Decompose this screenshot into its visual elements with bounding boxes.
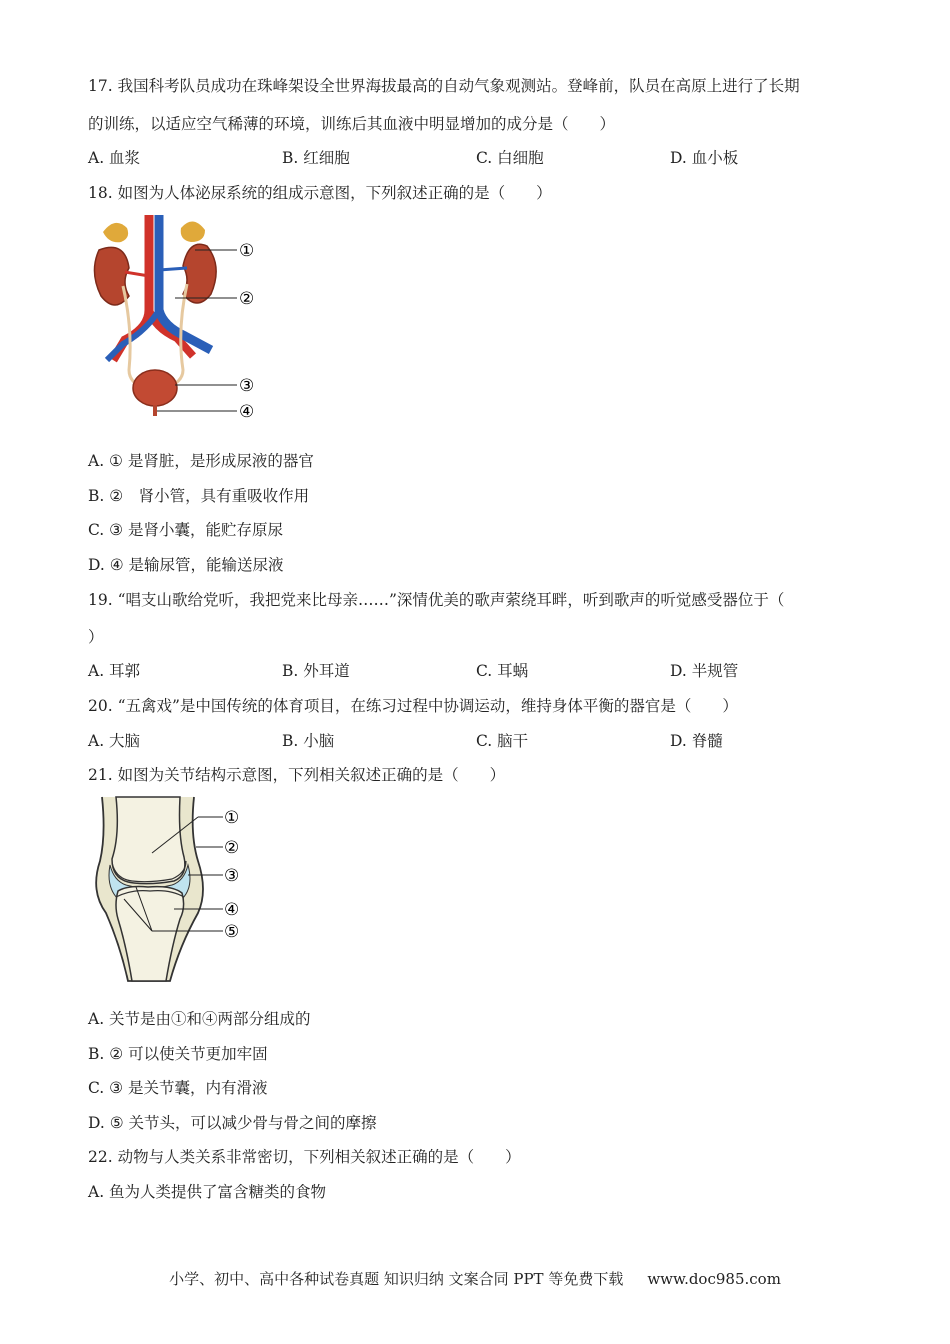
q19-option-b[interactable]: B. 外耳道 [282, 662, 350, 680]
q22-option-a[interactable]: A. 鱼为人类提供了富含糖类的食物 [88, 1183, 327, 1201]
q18-option-b[interactable]: B. ② 肾小管，具有重吸收作用 [88, 487, 310, 505]
q18-stem: 18. 如图为人体泌尿系统的组成示意图，下列叙述正确的是（ ） [88, 184, 552, 202]
q21-option-a[interactable]: A. 关节是由①和④两部分组成的 [88, 1010, 311, 1028]
q19-stem-line2: ） [88, 628, 104, 646]
q22-stem: 22. 动物与人类关系非常密切，下列相关叙述正确的是（ ） [88, 1148, 521, 1166]
label-4: ④ [239, 402, 255, 422]
kidney-right [183, 244, 216, 303]
bladder [133, 370, 177, 406]
q19-stem-line1: 19. “唱支山歌给党听，我把党来比母亲……”深情优美的歌声萦绕耳畔，听到歌声的听觉感受器位于（ [88, 591, 785, 609]
label-2: ② [224, 838, 240, 858]
label-2: ② [239, 289, 255, 309]
q18-option-c[interactable]: C. ③ 是肾小囊，能贮存原尿 [88, 521, 283, 539]
label-1: ① [239, 241, 255, 261]
label-5: ⑤ [224, 922, 240, 942]
q17-option-b[interactable]: B. 红细胞 [282, 149, 350, 167]
q20-option-b[interactable]: B. 小脑 [282, 732, 335, 750]
q17-stem-line1: 17. 我国科考队员成功在珠峰架设全世界海拔最高的自动气象观测站。登峰前，队员在高原上进行了长期 [88, 77, 800, 95]
adrenal-gland-right [181, 221, 205, 242]
q17-option-d[interactable]: D. 血小板 [670, 149, 739, 167]
urinary-system-figure [85, 210, 275, 425]
footer-url[interactable]: www.doc985.com [647, 1270, 781, 1288]
upper-bone [112, 797, 185, 884]
q18-option-a[interactable]: A. ① 是肾脏，是形成尿液的器官 [88, 452, 314, 470]
label-4: ④ [224, 900, 240, 920]
page-footer [0, 1268, 950, 1289]
q17-option-a[interactable]: A. 血浆 [88, 149, 141, 167]
label-3: ③ [239, 376, 255, 396]
q20-stem: 20. “五禽戏”是中国传统的体育项目，在练习过程中协调运动，维持身体平衡的器官是（ ） [88, 697, 738, 715]
q21-option-d[interactable]: D. ⑤ 关节头，可以减少骨与骨之间的摩擦 [88, 1114, 377, 1132]
q17-option-c[interactable]: C. 白细胞 [476, 149, 544, 167]
q21-option-c[interactable]: C. ③ 是关节囊，内有滑液 [88, 1079, 268, 1097]
q19-option-d[interactable]: D. 半规管 [670, 662, 739, 680]
label-1: ① [224, 808, 240, 828]
q21-stem: 21. 如图为关节结构示意图，下列相关叙述正确的是（ ） [88, 766, 506, 784]
q19-option-a[interactable]: A. 耳郭 [88, 662, 141, 680]
joint-structure-figure [88, 795, 253, 985]
q20-option-a[interactable]: A. 大脑 [88, 732, 141, 750]
q17-stem-line2: 的训练，以适应空气稀薄的环境，训练后其血液中明显增加的成分是（ ） [88, 115, 616, 133]
q18-option-d[interactable]: D. ④ 是输尿管，能输送尿液 [88, 556, 284, 574]
q21-option-b[interactable]: B. ② 可以使关节更加牢固 [88, 1045, 268, 1063]
q19-option-c[interactable]: C. 耳蜗 [476, 662, 529, 680]
label-3: ③ [224, 866, 240, 886]
q20-option-c[interactable]: C. 脑干 [476, 732, 529, 750]
footer-text: 小学、初中、高中各种试卷真题 知识归纳 文案合同 PPT 等免费下载 [169, 1270, 624, 1288]
q20-option-d[interactable]: D. 脊髓 [670, 732, 723, 750]
adrenal-gland-left [103, 223, 128, 242]
